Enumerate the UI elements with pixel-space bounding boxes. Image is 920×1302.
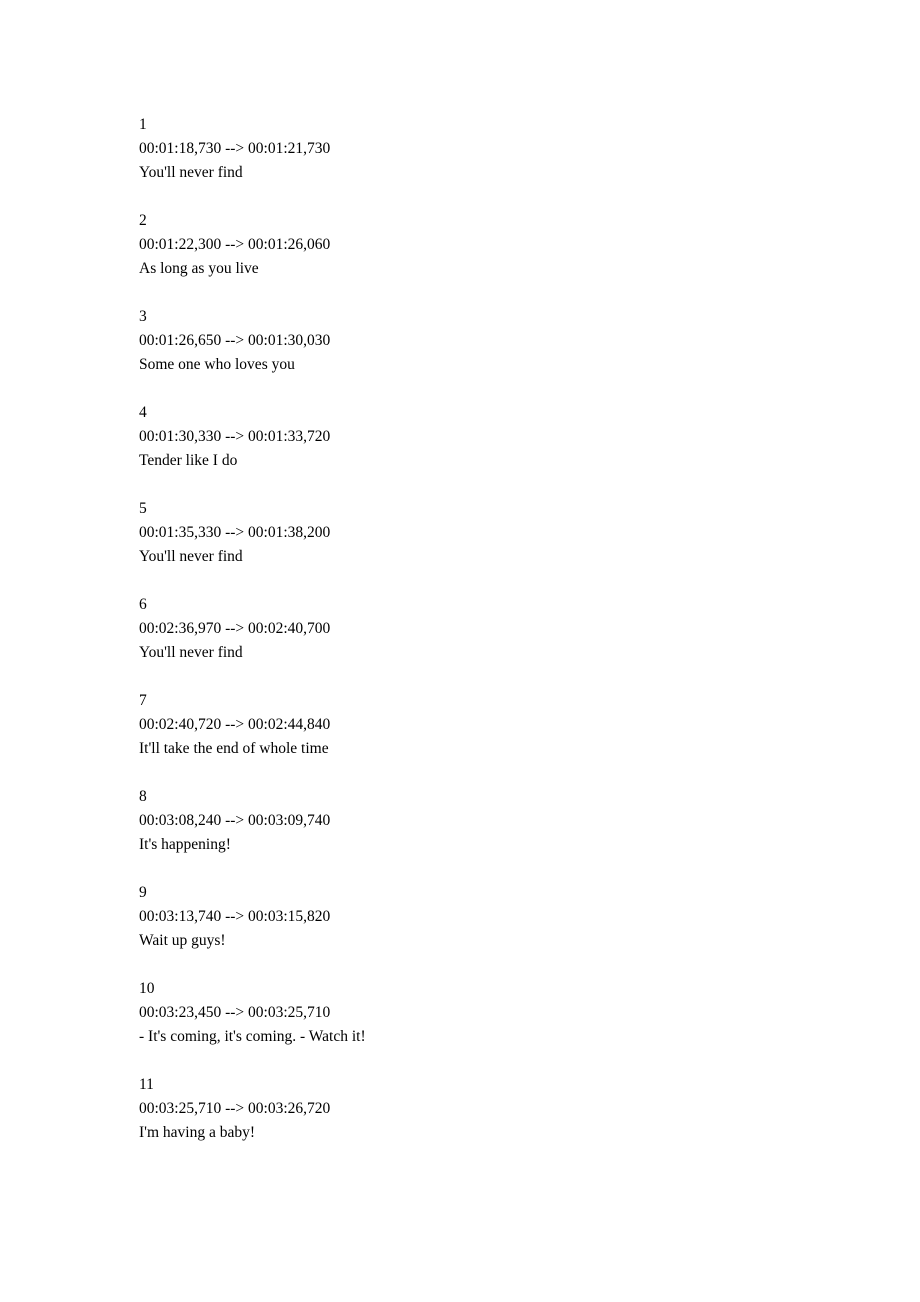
subtitle-cue bbox=[139, 881, 779, 953]
cue-text: I'm having a baby! bbox=[139, 1124, 255, 1141]
cue-index: 2 bbox=[139, 212, 147, 229]
cue-timing: 00:02:36,970 --> 00:02:40,700 bbox=[139, 620, 331, 637]
subtitle-cue bbox=[139, 593, 779, 665]
cue-index: 1 bbox=[139, 116, 147, 133]
cue-index: 5 bbox=[139, 500, 147, 517]
cue-text: Wait up guys! bbox=[139, 932, 226, 949]
cue-timing: 00:01:35,330 --> 00:01:38,200 bbox=[139, 524, 331, 541]
cue-timing: 00:01:26,650 --> 00:01:30,030 bbox=[139, 332, 331, 349]
cue-timing: 00:02:40,720 --> 00:02:44,840 bbox=[139, 716, 331, 733]
subtitle-cue bbox=[139, 977, 779, 1049]
cue-index: 11 bbox=[139, 1076, 154, 1093]
cue-index: 6 bbox=[139, 596, 147, 613]
cue-timing: 00:03:25,710 --> 00:03:26,720 bbox=[139, 1100, 331, 1117]
cue-timing: 00:03:13,740 --> 00:03:15,820 bbox=[139, 908, 331, 925]
cue-text: You'll never find bbox=[139, 548, 243, 565]
cue-timing: 00:01:18,730 --> 00:01:21,730 bbox=[139, 140, 331, 157]
cue-text: As long as you live bbox=[139, 260, 259, 277]
cue-index: 9 bbox=[139, 884, 147, 901]
subtitle-cue bbox=[139, 305, 779, 377]
cue-index: 10 bbox=[139, 980, 155, 997]
cue-text: It'll take the end of whole time bbox=[139, 740, 329, 757]
subtitle-cue bbox=[139, 1073, 779, 1145]
cue-text: You'll never find bbox=[139, 644, 243, 661]
cue-text: You'll never find bbox=[139, 164, 243, 181]
subtitle-cue bbox=[139, 689, 779, 761]
subtitle-cue bbox=[139, 497, 779, 569]
cue-text: Some one who loves you bbox=[139, 356, 295, 373]
cue-text: Tender like I do bbox=[139, 452, 238, 469]
cue-index: 7 bbox=[139, 692, 147, 709]
cue-text: - It's coming, it's coming. - Watch it! bbox=[139, 1028, 366, 1045]
cue-index: 3 bbox=[139, 308, 147, 325]
cue-text: It's happening! bbox=[139, 836, 231, 853]
subtitle-cue bbox=[139, 785, 779, 857]
subtitle-cue bbox=[139, 113, 779, 185]
cue-timing: 00:03:23,450 --> 00:03:25,710 bbox=[139, 1004, 331, 1021]
subtitle-cue bbox=[139, 401, 779, 473]
cue-timing: 00:03:08,240 --> 00:03:09,740 bbox=[139, 812, 331, 829]
cue-index: 4 bbox=[139, 404, 147, 421]
subtitle-cue bbox=[139, 209, 779, 281]
subtitle-cue-list bbox=[139, 113, 779, 1169]
cue-index: 8 bbox=[139, 788, 147, 805]
cue-timing: 00:01:30,330 --> 00:01:33,720 bbox=[139, 428, 331, 445]
cue-timing: 00:01:22,300 --> 00:01:26,060 bbox=[139, 236, 331, 253]
